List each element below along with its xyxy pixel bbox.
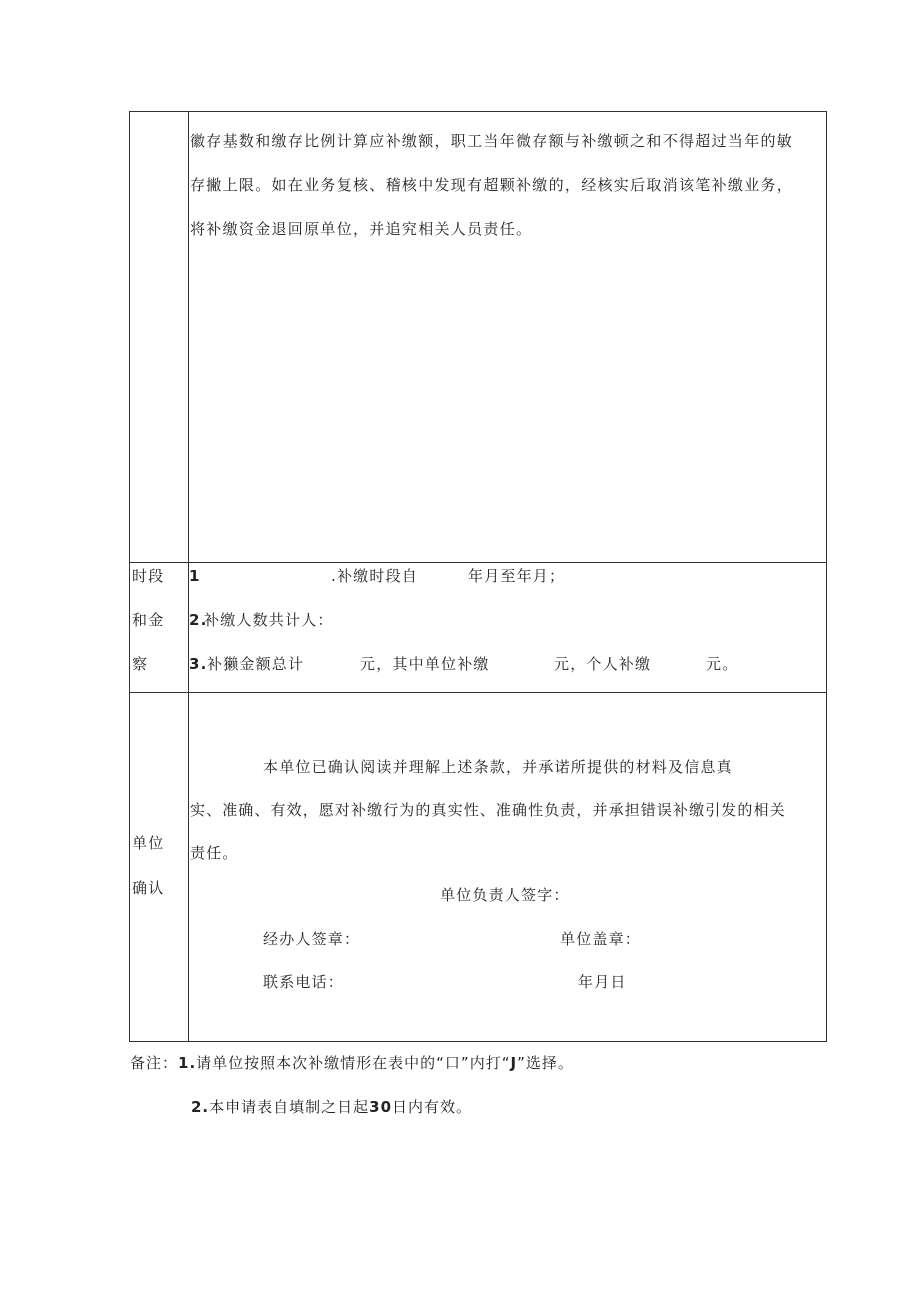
note-2-text-a: 本申请表自填制之日起 [209, 1098, 370, 1116]
table-border-bottom [129, 1041, 827, 1042]
handler-seal-label: 经办人签章： [263, 930, 361, 948]
note-1-checkmark: J [510, 1054, 518, 1072]
note-2-text-b: 日内有效。 [392, 1098, 473, 1116]
period-item-3-unit-3: 元。 [706, 655, 739, 673]
confirm-paragraph-line-3: 责任。 [190, 844, 239, 862]
period-label-line-1: 时段 [132, 567, 165, 585]
period-item-3-unit-2: 元，个人补缴 [554, 655, 652, 673]
period-item-2-text: 补缴人数共计人： [204, 611, 334, 629]
head-signature-label: 单位负责人签字： [440, 886, 570, 904]
note-2-days: 30 [369, 1098, 393, 1116]
application-form-table [129, 111, 827, 1042]
row-divider-1 [129, 562, 827, 563]
period-item-1-text: .补缴时段自 [331, 567, 418, 585]
note-2-number: 2. [191, 1098, 210, 1116]
table-border-right [826, 111, 827, 1042]
unit-seal-label: 单位盖章： [560, 930, 642, 948]
period-item-1-number: 1 [189, 567, 201, 585]
confirm-label-line-2: 确认 [132, 879, 165, 897]
period-label-line-3: 察 [132, 655, 149, 673]
period-item-1-range: 年月至年月； [468, 567, 566, 585]
period-item-3-unit-1: 元，其中单位补缴 [360, 655, 490, 673]
note-1-text-b: ”选择。 [517, 1054, 574, 1072]
period-item-2-number: 2. [189, 611, 208, 629]
table-border-top [129, 111, 827, 112]
confirm-label-line-1: 单位 [132, 834, 165, 852]
terms-line-1: 徽存基数和缴存比例计算应补缴额，职工当年微存额与补缴顿之和不得超过当年的敏 [190, 132, 794, 150]
notes-line-2 [191, 1098, 472, 1116]
date-label: 年月日 [578, 973, 627, 991]
confirm-paragraph-line-2: 实、准确、有效，愿对补缴行为的真实性、准确性负责，并承担错误补缴引发的相关 [190, 801, 786, 819]
terms-line-2: 存撇上限。如在业务复核、稽核中发现有超颗补缴的，经核实后取消该笔补缴业务， [190, 176, 794, 194]
period-label-line-2: 和金 [132, 611, 165, 629]
notes-prefix: 备注： [130, 1054, 179, 1072]
row-divider-2 [129, 692, 827, 693]
terms-line-3: 将补缴资金退回原单位，并追究相关人员责任。 [190, 220, 533, 238]
notes-line-1 [130, 1054, 574, 1072]
contact-phone-label: 联系电话： [263, 973, 345, 991]
note-1-number: 1. [178, 1054, 197, 1072]
period-item-3-text: 补獭金额总计 [207, 655, 305, 673]
confirm-paragraph-line-1: 本单位已确认阅读并理解上述条款，并承诺所提供的材料及信息真 [263, 758, 733, 776]
table-border-left [129, 111, 130, 1042]
period-item-3-number: 3. [189, 655, 208, 673]
note-1-text-a: 请单位按照本次补缴情形在表中的“口”内打“ [196, 1054, 511, 1072]
